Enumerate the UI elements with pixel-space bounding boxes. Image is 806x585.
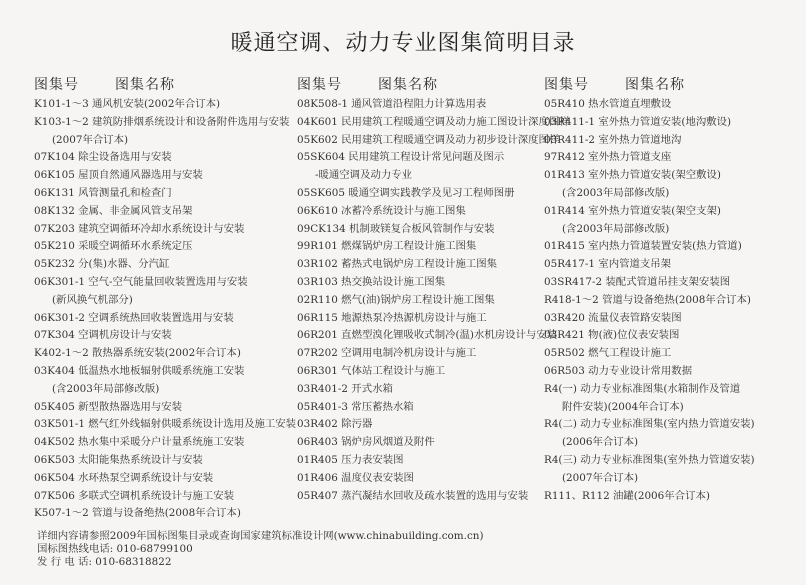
catalog-entry: 08K132 金属、非金属风管支吊架 [34,204,193,217]
catalog-entry: 07K104 除尘设备选用与安装 [34,151,172,164]
catalog-entry: 06K504 水环热泵空调系统设计与安装 [34,471,214,484]
catalog-entry: 03R102 蓄热式电锅炉房工程设计施工图集 [297,258,498,271]
header-name: 图集名称 [625,77,685,93]
catalog-entry: 05K602 民用建筑工程暖通空调及动力初步设计深度图样 [297,133,560,146]
catalog-entry: 05R502 燃气工程设计施工 [544,347,672,360]
catalog-entry: 06R403 锅炉房风烟道及附件 [297,436,435,449]
catalog-entry: 03R401-2 开式水箱 [297,382,393,395]
catalog-entry: 03K404 低温热水地板辐射供暖系统施工安装 [34,364,245,377]
catalog-entry: 06K105 屋顶自然通风器选用与安装 [34,169,203,182]
catalog-entry: 06R301 气体站工程设计与施工 [297,364,446,377]
header-code: 图集号 [544,77,589,93]
catalog-entry: 97R412 室外热力管道支座 [544,151,672,164]
catalog-entry: 05R407 蒸汽凝结水回收及疏水装置的选用与安装 [297,489,529,502]
catalog-entry: 07R202 空调用电制冷机房设计与施工 [297,347,477,360]
column-header [544,74,794,92]
catalog-entry-continuation: (含2003年局部修改版) [562,222,670,235]
catalog-entry: 06K131 风管测量孔和检查门 [34,186,172,199]
column-header [297,74,537,92]
catalog-entry: 03R420 流量仪表管路安装图 [544,311,682,324]
catalog-column-2 [297,74,570,505]
catalog-entry: 06K301-1 空气-空气能量回收装置选用与安装 [34,275,248,288]
catalog-column-3 [544,74,794,505]
catalog-entry: 06K301-2 空调系统热回收装置选用与安装 [34,311,234,324]
catalog-entry: 06K610 冰蓄冷系统设计与施工图集 [297,204,466,217]
catalog-entry: K103-1～2 建筑防排烟系统设计和设备附件选用与安装 [34,115,290,128]
catalog-entry: R4(三) 动力专业标准图集(室外热力管道安装) [544,453,755,466]
column-header [34,74,284,92]
catalog-entry: K402-1～2 散热器系统安装(2002年合订本) [34,347,241,360]
catalog-entry: 06K503 太阳能集热系统设计与安装 [34,453,203,466]
catalog-entry: 01R414 室外热力管道安装(架空支架) [544,204,721,217]
catalog-entry: 01R413 室外热力管道安装(架空敷设) [544,169,721,182]
footer-sales-phone: 发 行 电 话: 010-68318822 [37,556,172,569]
catalog-entry: 03SR417-2 装配式管道吊挂支架安装图 [544,275,731,288]
catalog-entry: 05K232 分(集)水器、分汽缸 [34,258,170,271]
catalog-entry-continuation: (含2003年局部修改版) [52,382,160,395]
catalog-entry: 03R421 物(液)位仪表安装图 [544,329,680,342]
catalog-entry: 05SK604 民用建筑工程设计常见问题及图示 [297,151,505,164]
catalog-entry: 99R101 燃煤锅炉房工程设计施工图集 [297,240,477,253]
catalog-entry: 04K601 民用建筑工程暖通空调及动力施工图设计深度图样 [297,115,570,128]
catalog-entry-continuation: -暖通空调及动力专业 [315,169,413,182]
catalog-entry: 03K501-1 燃气红外线辐射供暖系统设计选用及施工安装 [34,418,297,431]
catalog-entry: 03R103 热交换站设计施工图集 [297,275,446,288]
header-code: 图集号 [297,77,342,93]
catalog-entry: 08K508-1 通风管道沿程阻力计算选用表 [297,98,487,110]
catalog-entry: 05R417-1 室内管道支吊架 [544,258,672,271]
catalog-entry-continuation: (新风换气机部分) [52,293,133,306]
catalog-entry: 06R201 直燃型溴化锂吸收式制冷(温)水机房设计与安装 [297,329,558,342]
catalog-entry-continuation: 附件安装)(2004年合订本) [562,400,684,413]
footer-info [37,530,484,570]
catalog-entry: 03R402 除污器 [297,418,373,431]
catalog-entry: R4(二) 动力专业标准图集(室内热力管道安装) [544,418,755,431]
footer-hotline: 国标图热线电话: 010-68799100 [37,543,193,556]
catalog-entry: 07K304 空调机房设计与安装 [34,329,172,342]
catalog-entry: K101-1～3 通风机安装(2002年合订本) [34,98,221,110]
catalog-entry: 01R415 室内热力管道装置安装(热力管道) [544,240,742,253]
catalog-entry: 02R110 燃气(油)锅炉房工程设计施工图集 [297,293,495,306]
catalog-entry: 01R406 温度仪表安装图 [297,471,414,484]
catalog-entry-continuation: (含2003年局部修改版) [562,186,670,199]
catalog-entry: 04K502 热水集中采暖分户计量系统施工安装 [34,436,245,449]
header-name: 图集名称 [115,77,175,93]
catalog-entry: R418-1～2 管道与设备绝热(2008年合订本) [544,293,751,306]
footer-reference-note: 详细内容请参照2009年国标图集目录或查询国家建筑标准设计网(www.chinabuilding.com.cn) [37,530,484,542]
page-title: 暖通空调、动力专业图集简明目录 [230,31,576,56]
catalog-entry: 06R115 地源热泵冷热源机房设计与施工 [297,311,487,324]
header-name: 图集名称 [378,77,438,93]
catalog-entry: 06R503 动力专业设计常用数据 [544,364,693,377]
catalog-entry: R111、R112 油罐(2006年合订本) [544,489,710,502]
catalog-column-1 [34,74,297,523]
catalog-entry: 05R410 热水管道直埋敷设 [544,98,672,110]
catalog-entry: 05K405 新型散热器选用与安装 [34,400,183,413]
catalog-entry: 05K210 采暖空调循环水系统定压 [34,240,193,253]
catalog-entry: 05SK605 暖通空调实践教学及见习工程师图册 [297,186,515,199]
header-code: 图集号 [34,77,79,93]
catalog-entry: R4(一) 动力专业标准图集(水箱制作及管道 [544,382,741,395]
catalog-entry-continuation: (2007年合订本) [562,471,639,484]
catalog-entry: 03R411-1 室外热力管道安装(地沟敷设) [544,115,732,128]
catalog-entry-continuation: (2006年合订本) [562,436,639,449]
catalog-entry-continuation: (2007年合订本) [52,133,129,146]
catalog-entry: 09CK134 机制玻镁复合板风管制作与安装 [297,222,495,235]
catalog-entry: K507-1～2 管道与设备绝热(2008年合订本) [34,507,241,520]
catalog-entry: 07K506 多联式空调机系统设计与施工安装 [34,489,234,502]
catalog-entry: 07K203 建筑空调循环冷却水系统设计与安装 [34,222,245,235]
catalog-entry: 01R405 压力表安装图 [297,453,404,466]
catalog-entry: 03R411-2 室外热力管道地沟 [544,133,682,146]
catalog-entry: 05R401-3 常压蓄热水箱 [297,400,414,413]
